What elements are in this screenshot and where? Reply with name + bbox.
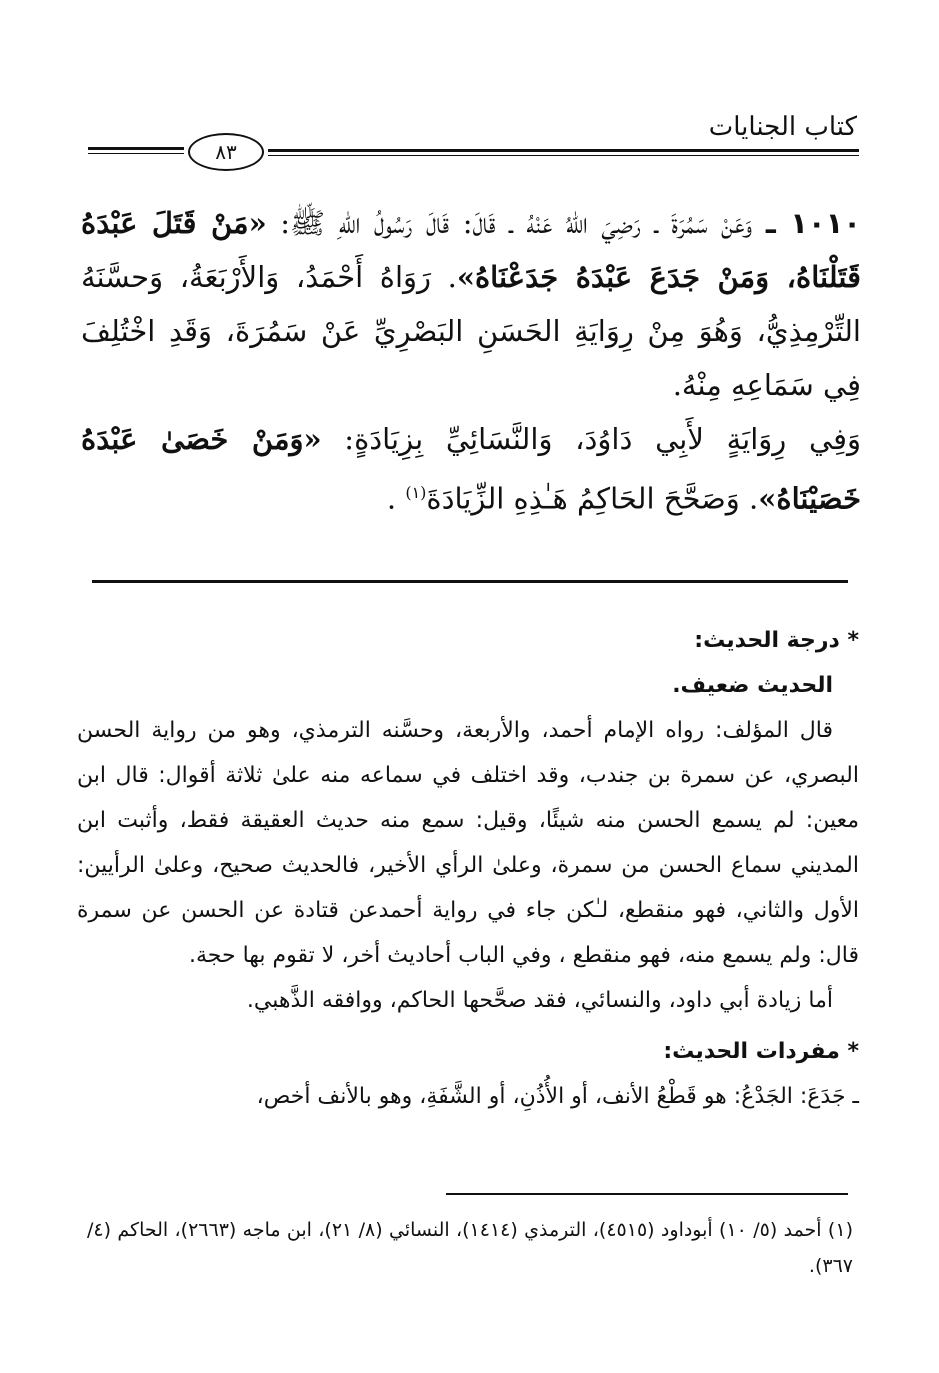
footnote-text: (١) أحمد (٥/ ١٠) أبوداود (٤٥١٥)، الترمذي (١٤١٤)، النسائي (٨/ ٢١)، ابن ماجه (٢٦٦٣)، الحاكم (٤/ ٣٦٧). xyxy=(87,1219,853,1277)
hadith-variant-matn: «وَمَنْ خَصَىٰ عَبْدَهُ خَصَيْنَاهُ» xyxy=(81,422,861,516)
hadith-text xyxy=(81,196,861,526)
header-rule-thick xyxy=(268,149,859,152)
commentary-paragraph-1: قال المؤلف: رواه الإمام أحمد، والأربعة، وحسَّنه الترمذي، وهو من رواية الحسن البصري، عن سمرة بن جندب، وقد اختلف في سماعه منه علىٰ ثلاثة أقوال: قال ابن معين: لم يسمع الحسن منه شيئًا، وقيل: سمع منه حديث العقيقة فقط، وأثبت ابن المديني سماع الحسن من سمرة، وعلىٰ الرأي الأخير، فالحديث صحيح، وعلىٰ الرأيين: الأول والثاني، فهو منقطع، لـٰكن جاء في رواية أحمدعن قتادة عن الحسن عن سمرة قال: ولم يسمع منه، فهو منقطع ، وفي الباب أحاديث أخر، لا تقوم بها حجة. xyxy=(77,718,859,968)
vocab-entry: ـ جَدَعَ: الجَدْعُ: هو قَطْعُ الأنف، أو الأُذُنِ، أو الشَّفَةِ، وهو بالأنف أخص، xyxy=(256,1084,859,1109)
header-rule-thin-left xyxy=(88,153,184,154)
running-header-title: كتاب الجنايات xyxy=(708,112,857,142)
grade-text: الحديث ضعيف. xyxy=(672,673,833,698)
hadith-isnad: وَعَنْ سَمُرَةَ ـ رَضِيَ اللهُ عَنْهُ ـ قَالَ: قَالَ رَسُولُ اللهِ ﷺ: xyxy=(266,206,753,240)
header-rule-thick-left xyxy=(88,147,184,150)
hadith-variant-end: . وَصَحَّحَ الحَاكِمُ هَـٰذِهِ الزِّيَادَةَ xyxy=(426,481,759,516)
hadith-takhrij: . رَوَاهُ أَحْمَدُ، وَالأَرْبَعَةُ، وَحسَّنَهُ التِّرْمِذِيُّ، وَهُوَ مِنْ رِوَايَةِ الحَسَنِ البَصْرِيِّ عَنْ سَمُرَةَ، وَقَدِ اخْتُلِفَ فِي سَمَاعِهِ مِنْهُ. xyxy=(81,260,861,402)
footnote-reference: (١) xyxy=(405,483,427,502)
footnote xyxy=(87,1212,853,1284)
hadith-variant-dot: . xyxy=(386,481,397,516)
hadith-paragraph-2 xyxy=(81,412,861,526)
footnote-separator xyxy=(446,1193,848,1195)
hadith-matn: «مَنْ قَتَلَ عَبْدَهُ قَتَلْنَاهُ، وَمَنْ جَدَعَ عَبْدَهُ جَدَعْنَاهُ» xyxy=(81,206,861,294)
commentary xyxy=(77,618,859,1119)
hadith-paragraph-1 xyxy=(81,196,861,412)
vocab-heading: * مفردات الحديث: xyxy=(663,1039,859,1064)
header-rule-thin xyxy=(268,155,859,156)
section-separator xyxy=(92,580,848,583)
grade-heading: * درجة الحديث: xyxy=(694,628,859,653)
page-number: ٨٣ xyxy=(188,133,264,171)
commentary-paragraph-2: أما زيادة أبي داود، والنسائي، فقد صحَّحها الحاكم، ووافقه الذَّهبي. xyxy=(246,988,833,1013)
hadith-number: ١٠١٠ ـ xyxy=(765,206,861,240)
hadith-variant-intro: وَفِي رِوَايَةٍ لأَبِي دَاوُدَ، وَالنَّسَائِيِّ بِزِيَادَةٍ: xyxy=(321,422,861,456)
